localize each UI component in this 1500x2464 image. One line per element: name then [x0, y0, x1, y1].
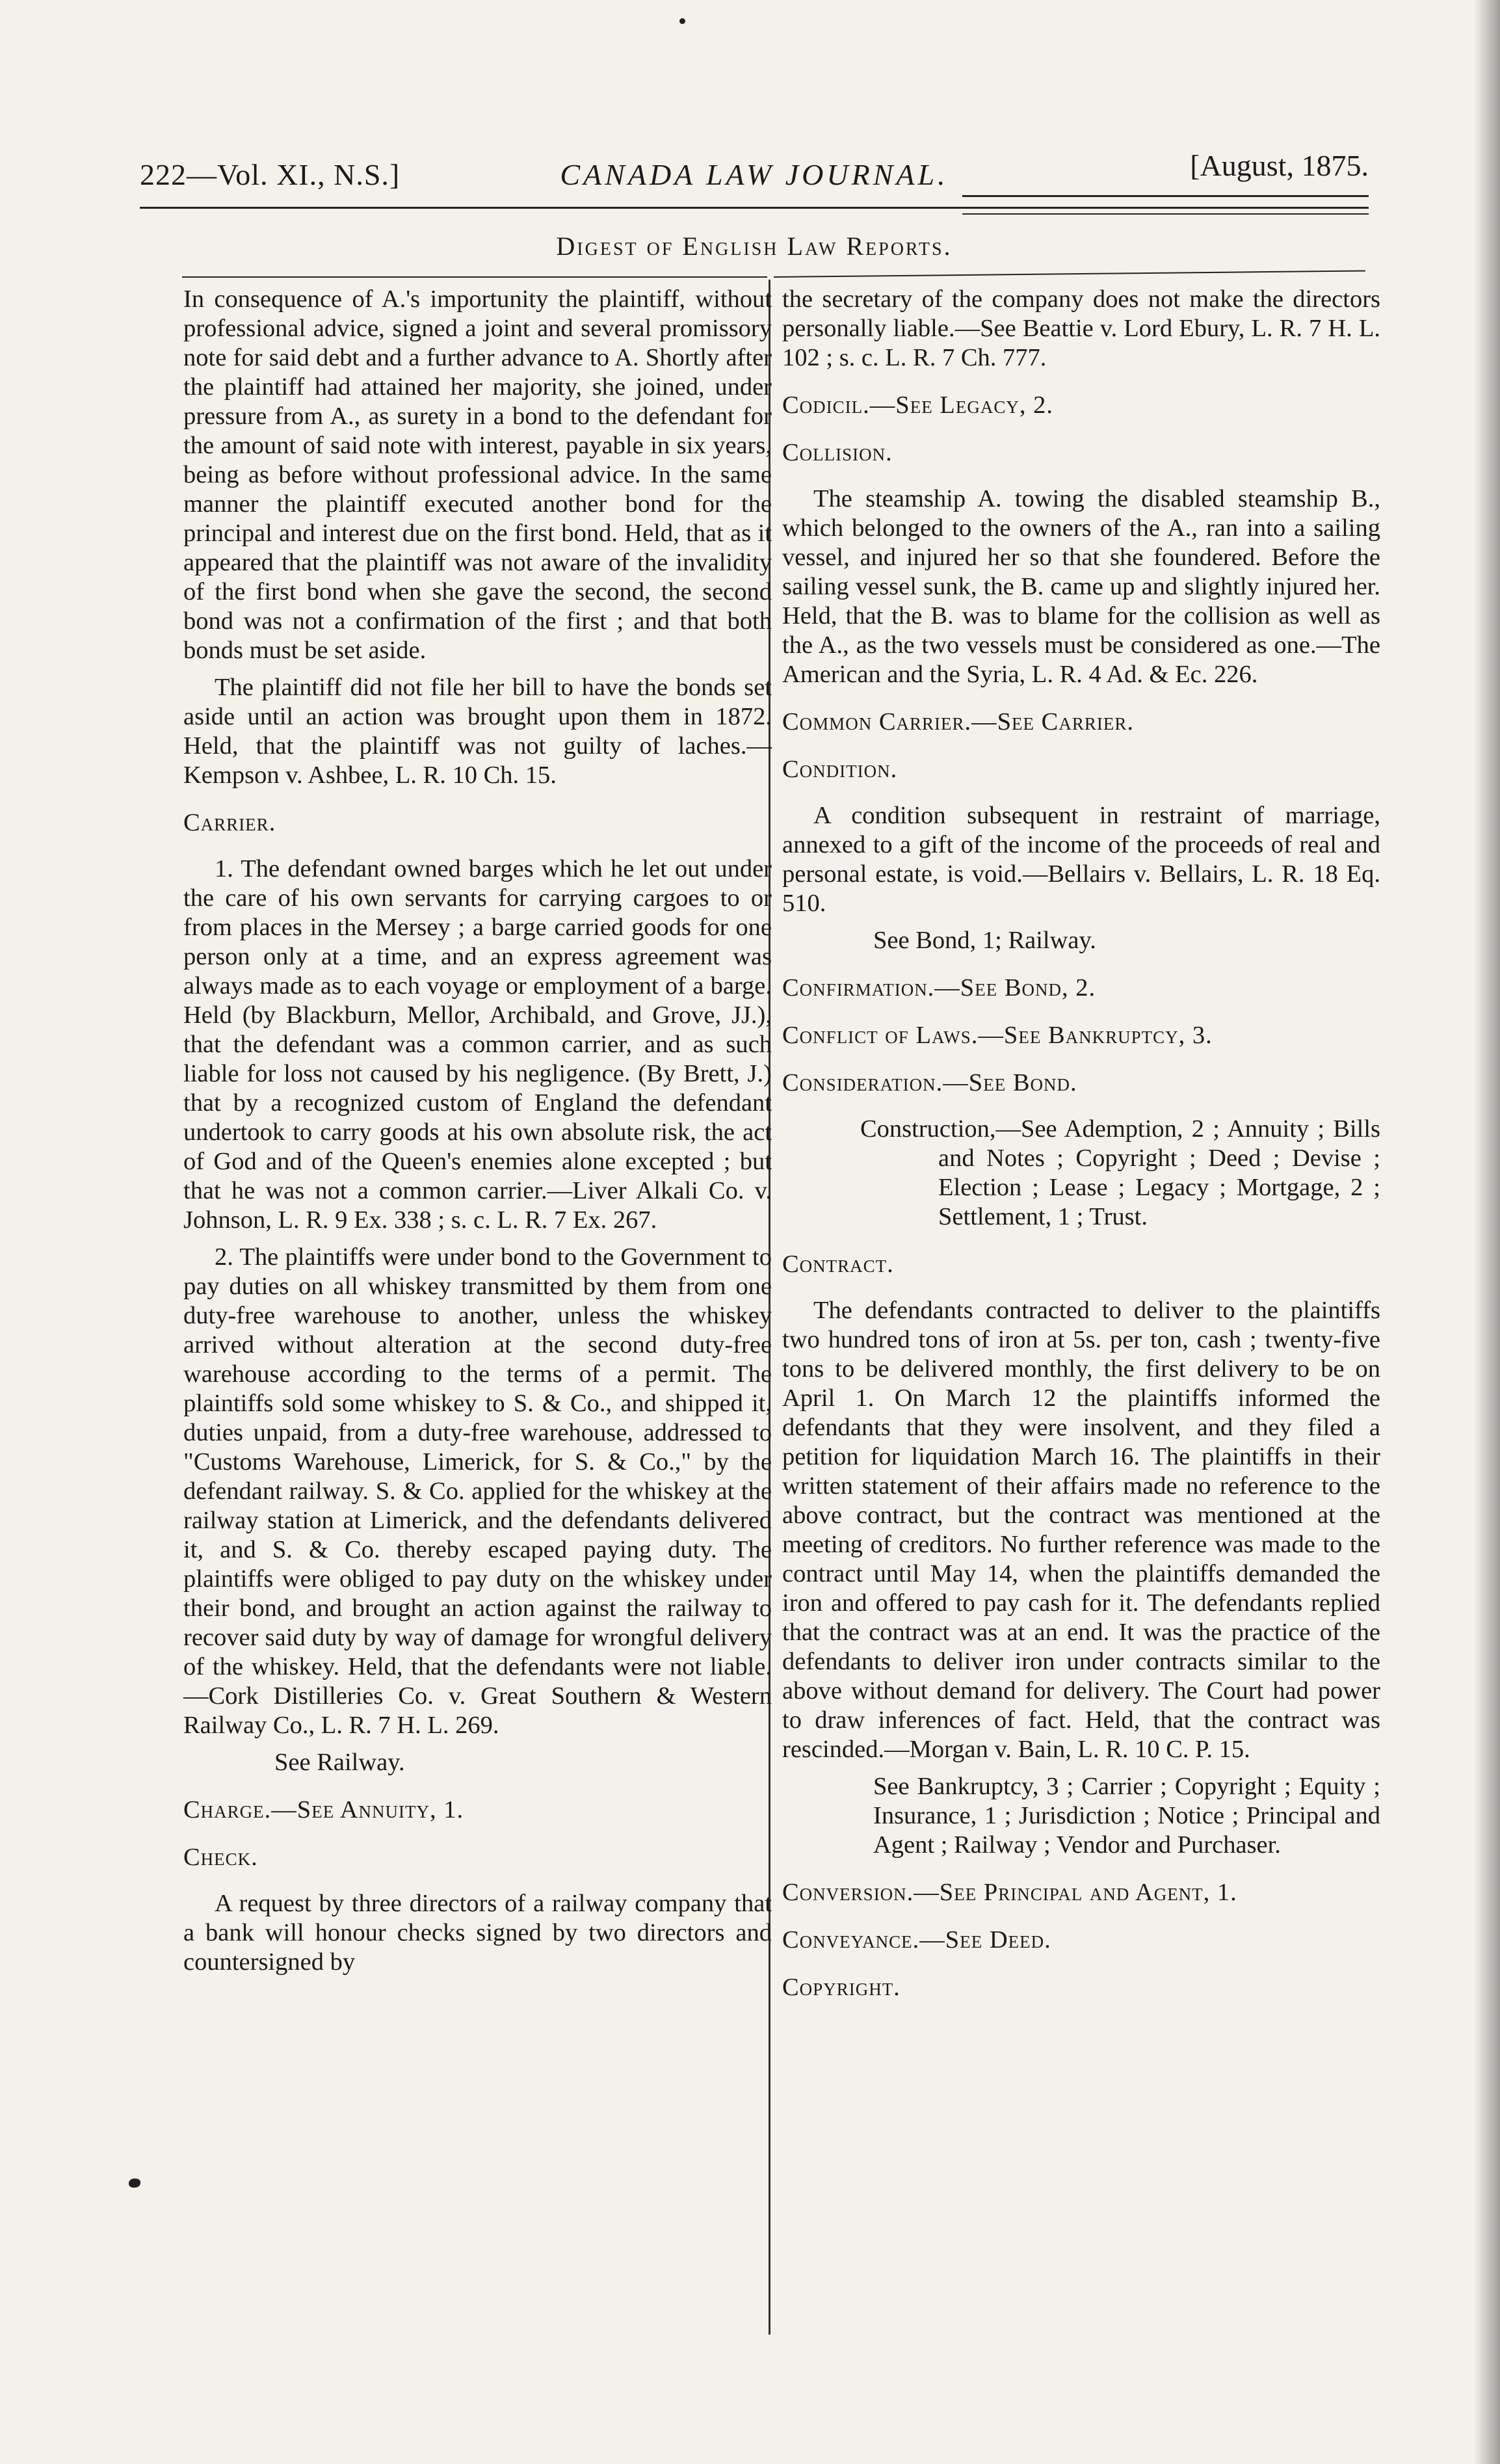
digest-paragraph: 2. The plaintiffs were under bond to the Government to pay duties on all whiskey transmitted by them from one duty-free warehouse to another, unless the whiskey arrived without alteration at the second duty-free warehouse according to the terms of a permit. The plaintiffs sold some whiskey to S. & Co., and shipped it, duties unpaid, from a duty-free warehouse, addressed to "Customs Warehouse, Limerick, for S. & Co.," by the defendant railway. S. & Co. applied for the whiskey at the railway station at Limerick, and the defendants delivered it, and S. & Co. thereby escaped paying duty. The plaintiffs were obliged to pay duty on the whiskey under their bond, and brought an action against the railway to recover said duty by way of damage for wrongful delivery of the whiskey. Held, that the defendants were not liable.—Cork Distilleries Co. v. Great Southern & Western Railway Co., L. R. 7 H. L. 269.: [183, 1243, 772, 1739]
digest-paragraph: A condition subsequent in restraint of marriage, annexed to a gift of the income of the proceeds of real and personal estate, is void.—Bellairs v. Bellairs, L. R. 18 Eq. 510.: [782, 802, 1380, 917]
digest-paragraph: In consequence of A.'s importunity the plaintiff, without professional advice, signed a joint and several promissory note for said debt and a further advance to A. Shortly after the plaintiff had attained her majority, she joined, under pressure from A., as surety in a bond to the defendant for the amount of said note with interest, payable in six years, being as before without professional advice. In the same manner the plaintiff executed another bond for the principal and interest due on the first bond. Held, that as it appeared that the plaintiff was not aware of the invalidity of the first bond when she gave the second, the second bond was not a confirmation of the first ; and that both bonds must be set aside.: [183, 285, 772, 664]
digest-paragraph: A request by three directors of a railway company that a bank will honour checks signed by two directors and countersigned by: [183, 1890, 772, 1976]
entry-heading: Codicil.—See Legacy, 2.: [782, 391, 1053, 419]
digest-paragraph: The defendants contracted to deliver to the plaintiffs two hundred tons of iron at 5s. per ton, cash ; twenty-five tons to be delivered monthly, the first delivery to be on April 1. On March 12 the plaintiffs informed the defendants that they were insolvent, and they filed a petition for liquidation March 16. The plaintiffs in their written statement of their affairs made no reference to the above contract, but the contract was mentioned at the meeting of creditors. No further reference was made to the contract until May 14, when the plaintiffs demanded the iron and offered to pay cash for it. The defendants replied that the contract was at an end. It was the practice of the defendants to deliver iron under contracts similar to the above without demand for delivery. The Court had power to draw inferences of fact. Held, that the contract was rescinded.—Morgan v. Bain, L. R. 10 C. P. 15.: [782, 1297, 1380, 1763]
entry-heading: Charge.—See Annuity, 1.: [183, 1796, 464, 1823]
running-head-date: [August, 1875.: [1190, 149, 1369, 182]
digest-paragraph: The steamship A. towing the disabled steamship B., which belonged to the owners of the A., ran into a sailing vessel, and injured her so that she foundered. Before the sailing vessel sunk, the B. came up and slightly injured her. Held, that the B. was to blame for the collision as well as the A., as the two vessels must be considered as one.—The American and the Syria, L. R. 4 Ad. & Ec. 226.: [782, 485, 1380, 688]
section-title: Digest of English Law Reports.: [556, 232, 953, 261]
entry-heading: Confirmation.—See Bond, 2.: [782, 974, 1096, 1001]
entry-heading: Common Carrier.—See Carrier.: [782, 708, 1134, 735]
section-rule-right: [774, 270, 1365, 278]
header-rule-3: [962, 213, 1369, 215]
entry-heading: Contract.: [782, 1251, 894, 1278]
cross-reference: See Bankruptcy, 3 ; Carrier ; Copyright ; Equity ; Insurance, 1 ; Jurisdiction ; Notice ; Principal and Agent ; Railway ; Vendor and Purchaser.: [873, 1773, 1380, 1859]
entry-heading: Conflict of Laws.—See Bankruptcy, 3.: [782, 1022, 1213, 1049]
right-column: [782, 285, 1380, 2019]
digest-paragraph: the secretary of the company does not make the directors personally liable.—See Beattie v. Lord Ebury, L. R. 7 H. L. 102 ; s. c. L. R. 7 Ch. 777.: [782, 285, 1380, 371]
cross-reference: See Railway.: [274, 1749, 405, 1776]
entry-heading: Copyright.: [782, 1974, 901, 2001]
entry-heading: Conversion.—See Principal and Agent, 1.: [782, 1879, 1237, 1906]
entry-heading: Conveyance.—See Deed.: [782, 1926, 1051, 1954]
entry-heading: Carrier.: [183, 809, 276, 836]
header-rule-2: [140, 207, 1369, 209]
entry-heading: Consideration.—See Bond.: [782, 1069, 1077, 1096]
left-column: [183, 285, 772, 1985]
cross-reference: See Bond, 1; Railway.: [873, 927, 1096, 954]
entry-heading-hanging: Construction,—See Ademption, 2 ; Annuity ; Bills and Notes ; Copyright ; Deed ; Devise ; Election ; Lease ; Legacy ; Mortgage, 2 ; Settlement, 1 ; Trust.: [860, 1115, 1380, 1230]
section-rule-left: [182, 276, 767, 278]
digest-paragraph: The plaintiff did not file her bill to have the bonds set aside until an action was brought upon them in 1872. Held, that the plaintiff was not guilty of laches.—Kempson v. Ashbee, L. R. 10 Ch. 15.: [183, 674, 772, 789]
ink-dot: [679, 18, 685, 24]
entry-heading: Collision.: [782, 439, 893, 466]
running-head-journal-title: CANADA LAW JOURNAL.: [560, 158, 949, 191]
running-head-volume: 222—Vol. XI., N.S.]: [140, 158, 401, 191]
digest-paragraph: 1. The defendant owned barges which he let out under the care of his own servants for carrying cargoes to or from places in the Mersey ; a barge carried goods for one person only at a time, and an express agreement was always made as to each voyage or employment of a barge. Held (by Blackburn, Mellor, Archibald, and Grove, JJ.), that the defendant was a common carrier, and as such liable for loss not caused by his negligence. (By Brett, J.) that by a recognized custom of England the defendant undertook to carry goods at his own absolute risk, the act of God and of the Queen's enemies alone excepted ; but that he was not a common carrier.—Liver Alkali Co. v. Johnson, L. R. 9 Ex. 338 ; s. c. L. R. 7 Ex. 267.: [183, 855, 772, 1234]
ink-blot: [129, 2179, 140, 2188]
header-rule-1: [962, 195, 1369, 197]
entry-heading: Condition.: [782, 756, 898, 783]
running-head: [140, 148, 1369, 194]
page-edge-shadow: [1474, 0, 1500, 2464]
entry-heading: Check.: [183, 1844, 258, 1871]
